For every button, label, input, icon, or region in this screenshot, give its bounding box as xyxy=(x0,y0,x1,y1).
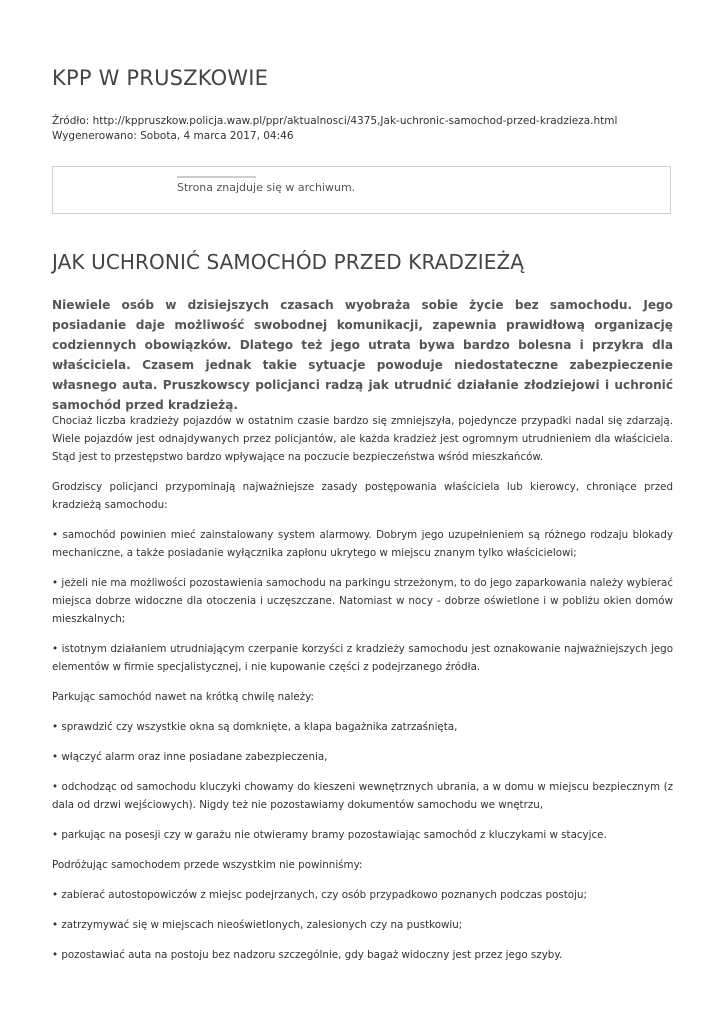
list-item: • zabierać autostopowiczów z miejsc podejrzanych, czy osób przypadkowo poznanych podczas postoju; xyxy=(52,889,587,901)
paragraph: Grodziscy policjanci przypominają najważniejsze zasady postępowania właściciela lub kierowcy, chroniące przed kradzieżą samochodu: xyxy=(52,481,673,511)
list-item: • włączyć alarm oraz inne posiadane zabezpieczenia, xyxy=(52,751,328,763)
archive-notice: Strona znajduje się w archiwum. xyxy=(177,181,356,194)
source-line: Źródło: http://kppruszkow.policja.waw.pl/ppr/aktualnosci/4375,Jak-uchronic-samochod-przed-kradzieza.html xyxy=(52,115,618,127)
list-item: • parkując na posesji czy w garażu nie otwieramy bramy pozostawiając samochód z kluczykami w stacyjce. xyxy=(52,829,607,841)
list-item: • samochód powinien mieć zainstalowany system alarmowy. Dobrym jego uzupełnieniem są różnego rodzaju blokady mechaniczne, a także posiadanie wyłącznika zapłonu ukrytego w miejscu znanym tylko właścicielowi; xyxy=(52,529,673,559)
list-item: • jeżeli nie ma możliwości pozostawienia samochodu na parkingu strzeżonym, to do jego zaparkowania należy wybierać miejsca dobrze widoczne dla otoczenia i uczęszczane. Natomiast w nocy - dobrze oświetlone i w pobliżu okien domów mieszkalnych; xyxy=(52,577,673,625)
paragraph: Parkując samochód nawet na krótką chwilę należy: xyxy=(52,691,314,703)
archive-notice-box xyxy=(52,166,671,214)
article-title: JAK UCHRONIĆ SAMOCHÓD PRZED KRADZIEŻĄ xyxy=(52,250,525,274)
archive-notice-divider xyxy=(177,176,256,178)
list-item: • pozostawiać auta na postoju bez nadzoru szczególnie, gdy bagaż widoczny jest przez jego szyby. xyxy=(52,949,563,961)
list-item: • odchodząc od samochodu kluczyki chowamy do kieszeni wewnętrznych ubrania, a w domu w miejscu bezpiecznym (z dala od drzwi wejściowych). Nigdy też nie pozostawiamy dokumentów samochodu we wnętrzu, xyxy=(52,781,673,811)
list-item: • sprawdzić czy wszystkie okna są domknięte, a klapa bagażnika zatrzaśnięta, xyxy=(52,721,458,733)
site-title: KPP W PRUSZKOWIE xyxy=(52,66,269,90)
paragraph: Chociaż liczba kradzieży pojazdów w ostatnim czasie bardzo się zmniejszyła, pojedyncze przypadki nadal się zdarzają. Wiele pojazdów jest odnajdywanych przez policjantów, ale każda kradzież jest ogromnym utrudnieniem dla właściciela. Stąd jest to przestępstwo bardzo wpływające na poczucie bezpieczeństwa wśród mieszkańców. xyxy=(52,415,673,463)
list-item: • zatrzymywać się w miejscach nieoświetlonych, zalesionych czy na pustkowiu; xyxy=(52,919,463,931)
list-item: • istotnym działaniem utrudniającym czerpanie korzyści z kradzieży samochodu jest oznakowanie najważniejszych jego elementów w firmie specjalistycznej, i nie kupowanie części z podejrzanego źródła. xyxy=(52,643,673,673)
article-body xyxy=(52,412,673,976)
generated-line: Wygenerowano: Sobota, 4 marca 2017, 04:46 xyxy=(52,130,294,142)
paragraph: Podróżując samochodem przede wszystkim nie powinniśmy: xyxy=(52,859,363,871)
article-lead: Niewiele osób w dzisiejszych czasach wyobraża sobie życie bez samochodu. Jego posiadanie daje możliwość swobodnej komunikacji, zapewnia prawidłową organizację codziennych obowiązków. Dlatego też jego utrata bywa bardzo bolesna i przykra dla właściciela. Czasem jednak takie sytuacje powoduje niedostateczne zabezpieczenie własnego auta. Pruszkowscy policjanci radzą jak utrudnić działanie złodziejowi i uchronić samochód przed kradzieżą. xyxy=(52,298,673,412)
document-meta xyxy=(52,114,617,144)
